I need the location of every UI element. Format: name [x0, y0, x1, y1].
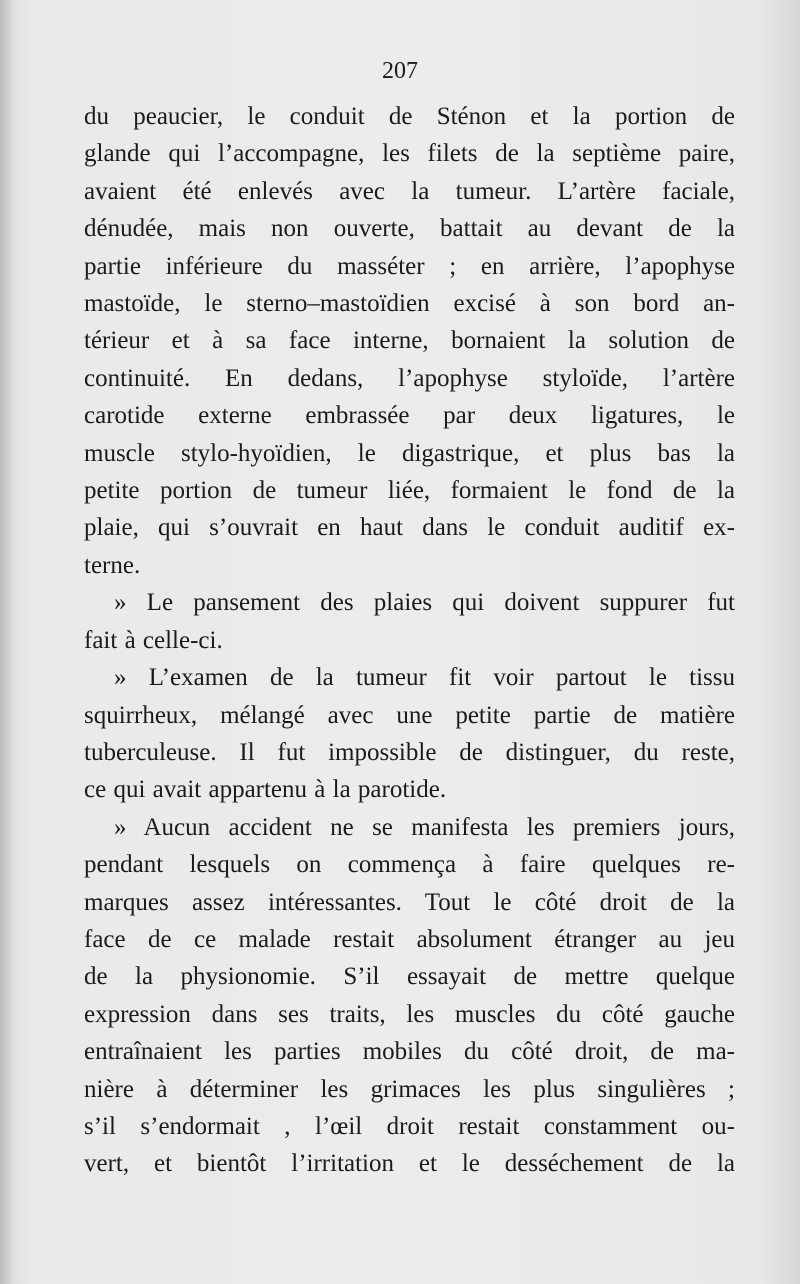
text-line: du peaucier, le conduit de Sténon et la portion de: [84, 103, 735, 130]
text-line: marques assez intéressantes. Tout le côté droit de la: [84, 888, 735, 916]
text-line: avaient été enlevés avec la tumeur. L’artère faciale,: [84, 177, 735, 205]
text-line: carotide externe embrassée par deux ligatures, le: [84, 402, 735, 430]
text-line: continuité. En dedans, l’apophyse styloïde, l’artère: [84, 364, 735, 392]
text-line: glande qui l’accompagne, les filets de la septième paire,: [84, 140, 735, 168]
text-line: fait à celle-ci.: [84, 626, 223, 654]
text-line: partie inférieure du masséter ; en arrière, l’apophyse: [84, 252, 735, 280]
text-line: » Aucun accident ne se manifesta les premiers jours,: [114, 813, 735, 841]
text-line: plaie, qui s’ouvrait en haut dans le conduit auditif ex-: [84, 514, 735, 542]
text-line: pendant lesquels on commença à faire quelques re-: [84, 851, 735, 879]
text-line: squirrheux, mélangé avec une petite partie de matière: [84, 701, 735, 729]
paragraph-2: [84, 584, 735, 659]
text-line: dénudée, mais non ouverte, battait au devant de la: [84, 215, 735, 243]
text-line: » Le pansement des plaies qui doivent suppurer fut: [114, 589, 735, 617]
text-line: muscle stylo-hyoïdien, le digastrique, et plus bas la: [84, 439, 735, 467]
text-line: » L’examen de la tumeur fit voir partout le tissu: [114, 664, 735, 692]
text-line: mastoïde, le sterno–mastoïdien excisé à son bord an-: [84, 290, 735, 318]
paragraph-4: [84, 809, 735, 1183]
text-line: ce qui avait appartenu à la parotide.: [84, 776, 447, 804]
text-line: s’il s’endormait , l’œil droit restait constamment ou-: [84, 1112, 735, 1140]
text-line: vert, et bientôt l’irritation et le desséchement de la: [84, 1150, 735, 1178]
text-line: de la physionomie. S’il essayait de mettre quelque: [84, 963, 735, 991]
text-line: térieur et à sa face interne, bornaient la solution de: [84, 327, 735, 355]
text-line: tuberculeuse. Il fut impossible de distinguer, du reste,: [84, 738, 735, 766]
paragraph-1: [84, 98, 735, 584]
paragraph-3: [84, 659, 735, 809]
text-line: entraînaient les parties mobiles du côté droit, de ma-: [84, 1038, 735, 1066]
text-line: petite portion de tumeur liée, formaient le fond de la: [84, 477, 735, 505]
page-edge-shadow: [0, 0, 14, 1284]
body-text: [84, 98, 735, 1183]
text-line: terne.: [84, 551, 141, 579]
text-line: face de ce malade restait absolument étranger au jeu: [84, 925, 735, 953]
text-line: nière à déterminer les grimaces les plus singulières ;: [84, 1075, 735, 1103]
text-line: expression dans ses traits, les muscles du côté gauche: [84, 1000, 735, 1028]
page-number: 207: [382, 58, 418, 84]
